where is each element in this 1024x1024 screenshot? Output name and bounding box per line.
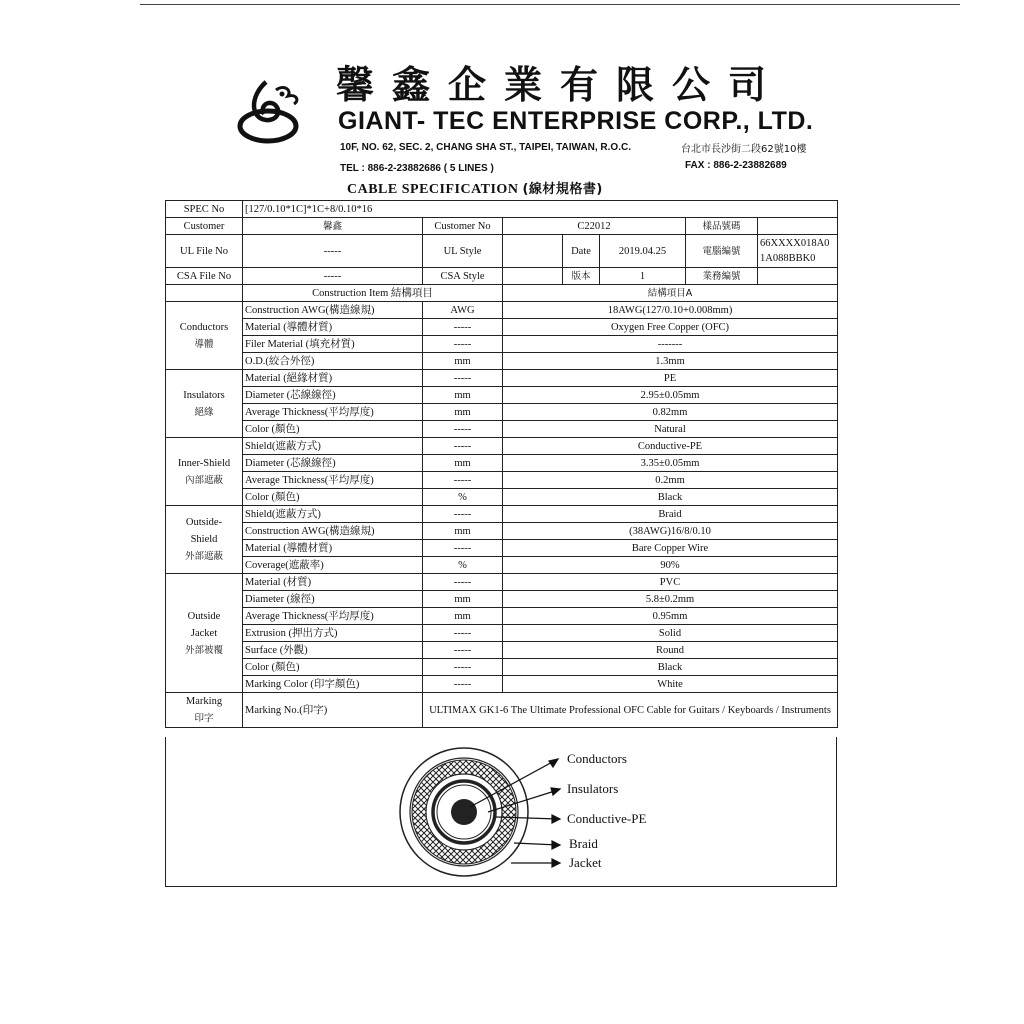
- spec-item: Coverage(遮蔽率): [243, 557, 423, 574]
- group-name-line: 導體: [194, 338, 214, 350]
- group-name-line: Inner-Shield: [177, 457, 231, 469]
- company-address-en: 10F, NO. 62, SEC. 2, CHANG SHA ST., TAIPEI, TAIWAN, R.O.C.: [340, 142, 631, 153]
- spec-unit: -----: [423, 574, 503, 591]
- spec-value: 1.3mm: [503, 353, 838, 370]
- company-fax: FAX : 886-2-23882689: [685, 160, 787, 171]
- spec-unit: -----: [423, 319, 503, 336]
- spec-item: Color (顏色): [243, 659, 423, 676]
- spec-value: 90%: [503, 557, 838, 574]
- version-label: 版本: [563, 268, 600, 285]
- csa-style-label: CSA Style: [423, 268, 503, 285]
- diagram-label-jacket: Jacket: [569, 855, 602, 870]
- spec-unit: %: [423, 489, 503, 506]
- group-name-line: 外部遮蔽: [184, 551, 223, 562]
- spec-row: [166, 472, 838, 489]
- csa-file-value: -----: [243, 268, 423, 285]
- spec-value: -------: [503, 336, 838, 353]
- spec-unit: AWG: [423, 302, 503, 319]
- spec-item: O.D.(絞合外徑): [243, 353, 423, 370]
- construction-item-blank: [166, 285, 243, 302]
- spec-unit: mm: [423, 523, 503, 540]
- computer-no-label: 電腦編號: [686, 235, 758, 268]
- spec-item: Construction AWG(構造線規): [243, 302, 423, 319]
- group-name-line: Outside: [187, 610, 221, 622]
- spec-unit: mm: [423, 591, 503, 608]
- spec-item: Marking Color (印字顏色): [243, 676, 423, 693]
- document-title-en: CABLE SPECIFICATION: [347, 182, 519, 197]
- spec-item: Material (導體材質): [243, 319, 423, 336]
- spec-value: 3.35±0.05mm: [503, 455, 838, 472]
- construction-item-value: 結構項目A: [503, 285, 838, 302]
- marking-row: [166, 693, 838, 728]
- spec-value: 0.82mm: [503, 404, 838, 421]
- spec-no-label: SPEC No: [166, 201, 243, 218]
- spec-item: Shield(遮蔽方式): [243, 506, 423, 523]
- spec-row: [166, 438, 838, 455]
- document-title-cn: (線材規格書): [522, 182, 603, 197]
- spec-value: Braid: [503, 506, 838, 523]
- diagram-label-braid: Braid: [569, 836, 598, 851]
- customer-label: Customer: [166, 218, 243, 235]
- spec-unit: mm: [423, 387, 503, 404]
- spec-unit: -----: [423, 370, 503, 387]
- spec-item: Construction AWG(構造線規): [243, 523, 423, 540]
- sample-code-label: 樣品號碼: [686, 218, 758, 235]
- spec-value: Natural: [503, 421, 838, 438]
- spec-value: 0.95mm: [503, 608, 838, 625]
- ul-style-value: [503, 235, 563, 268]
- spec-item: Color (顏色): [243, 421, 423, 438]
- spec-row: [166, 608, 838, 625]
- sales-no-value: [758, 268, 838, 285]
- group-name-line: Jacket: [190, 627, 218, 639]
- spec-item: Color (顏色): [243, 489, 423, 506]
- sales-no-label: 業務編號: [686, 268, 758, 285]
- date-value: 2019.04.25: [600, 235, 686, 268]
- spec-value: Black: [503, 489, 838, 506]
- group-name-cell: [166, 370, 243, 438]
- spec-row: [166, 455, 838, 472]
- spec-value: 0.2mm: [503, 472, 838, 489]
- group-name-line: Outside-: [185, 517, 223, 528]
- diagram-label-insulators: Insulators: [567, 781, 619, 796]
- group-name-line: Insulators: [183, 389, 225, 401]
- marking-group-cell: [166, 693, 243, 728]
- company-logo-icon: [236, 74, 312, 144]
- spec-value: PVC: [503, 574, 838, 591]
- ul-style-label: UL Style: [423, 235, 503, 268]
- spec-unit: -----: [423, 506, 503, 523]
- spec-value: 2.95±0.05mm: [503, 387, 838, 404]
- customer-no-label: Customer No: [423, 218, 503, 235]
- spec-row: [166, 574, 838, 591]
- header-row-csa: [166, 268, 838, 285]
- header-row-customer: [166, 218, 838, 235]
- spec-unit: -----: [423, 659, 503, 676]
- spec-row: [166, 319, 838, 336]
- spec-value: 5.8±0.2mm: [503, 591, 838, 608]
- spec-unit: mm: [423, 404, 503, 421]
- spec-row: [166, 336, 838, 353]
- spec-unit: -----: [423, 625, 503, 642]
- diagram-label-conductive-pe: Conductive-PE: [567, 811, 647, 826]
- spec-row: [166, 523, 838, 540]
- group-name-line: 絕緣: [194, 406, 214, 418]
- spec-row: [166, 642, 838, 659]
- page-top-rule: [140, 4, 960, 5]
- spec-item: Material (導體材質): [243, 540, 423, 557]
- spec-value: Black: [503, 659, 838, 676]
- spec-item: Diameter (芯線線徑): [243, 455, 423, 472]
- marking-value: ULTIMAX GK1-6 The Ultimate Professional OFC Cable for Guitars / Keyboards / Instruments: [423, 693, 838, 728]
- spec-row: [166, 353, 838, 370]
- conductor-core: [451, 799, 477, 825]
- construction-item-label: Construction Item 結構項目: [243, 285, 503, 302]
- spec-unit: -----: [423, 336, 503, 353]
- spec-item: Material (絕緣材質): [243, 370, 423, 387]
- company-address-cn: 台北市長沙街二段62號10樓: [681, 144, 807, 155]
- customer-no-value: C22012: [503, 218, 686, 235]
- group-name-cell: [166, 302, 243, 370]
- spec-value: PE: [503, 370, 838, 387]
- company-name-cn: 馨鑫企業有限公司: [336, 62, 785, 107]
- spec-item: Filer Material (填充材質): [243, 336, 423, 353]
- spec-unit: -----: [423, 438, 503, 455]
- spec-row: [166, 676, 838, 693]
- spec-row: [166, 489, 838, 506]
- spec-row: [166, 370, 838, 387]
- spec-value: White: [503, 676, 838, 693]
- spec-item: Average Thickness(平均厚度): [243, 608, 423, 625]
- computer-no-value: 66XXXX018A0 1A088BBK0: [758, 235, 838, 268]
- spec-unit: -----: [423, 642, 503, 659]
- spec-row: [166, 421, 838, 438]
- spec-value: 18AWG(127/0.10+0.008mm): [503, 302, 838, 319]
- ul-file-value: -----: [243, 235, 423, 268]
- spec-value: Round: [503, 642, 838, 659]
- spec-value: (38AWG)16/8/0.10: [503, 523, 838, 540]
- spec-value: Solid: [503, 625, 838, 642]
- spec-item: Diameter (芯線線徑): [243, 387, 423, 404]
- spec-row: [166, 557, 838, 574]
- spec-unit: -----: [423, 676, 503, 693]
- marking-group-line: 印字: [194, 713, 214, 724]
- cable-cross-section-diagram: [166, 737, 838, 887]
- marking-group-line: Marking: [185, 696, 223, 707]
- spec-item: Material (材質): [243, 574, 423, 591]
- group-name-line: Conductors: [179, 321, 229, 333]
- spec-row: [166, 540, 838, 557]
- group-name-cell: [166, 574, 243, 693]
- spec-no-value: [127/0.10*1C]*1C+8/0.10*16: [243, 201, 838, 218]
- spec-row: [166, 387, 838, 404]
- header-row-ul: [166, 235, 838, 268]
- group-name-cell: [166, 506, 243, 574]
- spec-row: [166, 625, 838, 642]
- group-name-line: 內部遮蔽: [184, 474, 223, 486]
- group-name-cell: [166, 438, 243, 506]
- document-title: [347, 178, 603, 198]
- spec-unit: mm: [423, 353, 503, 370]
- spec-value: Conductive-PE: [503, 438, 838, 455]
- spec-table: [165, 200, 838, 728]
- diagram-label-conductors: Conductors: [567, 751, 627, 766]
- spec-row: [166, 302, 838, 319]
- sample-code-value: [758, 218, 838, 235]
- spec-item: Surface (外觀): [243, 642, 423, 659]
- construction-item-row: [166, 285, 838, 302]
- company-tel: TEL : 886-2-23882686 ( 5 LINES ): [340, 163, 494, 174]
- csa-style-value: [503, 268, 563, 285]
- spec-unit: mm: [423, 455, 503, 472]
- spec-row: [166, 506, 838, 523]
- spec-row: [166, 591, 838, 608]
- spec-unit: %: [423, 557, 503, 574]
- csa-file-label: CSA File No: [166, 268, 243, 285]
- spec-value: Oxygen Free Copper (OFC): [503, 319, 838, 336]
- spec-item: Average Thickness(平均厚度): [243, 404, 423, 421]
- spec-value: Bare Copper Wire: [503, 540, 838, 557]
- date-label: Date: [563, 235, 600, 268]
- spec-item: Average Thickness(平均厚度): [243, 472, 423, 489]
- spec-item: Shield(遮蔽方式): [243, 438, 423, 455]
- customer-value: 馨鑫: [243, 218, 423, 235]
- company-name-en: GIANT- TEC ENTERPRISE CORP., LTD.: [338, 107, 814, 135]
- spec-row: [166, 404, 838, 421]
- version-value: 1: [600, 268, 686, 285]
- marking-item: Marking No.(印字): [243, 693, 423, 728]
- spec-row: [166, 659, 838, 676]
- cable-cross-section-panel: [165, 737, 837, 887]
- spec-unit: -----: [423, 540, 503, 557]
- ul-file-label: UL File No: [166, 235, 243, 268]
- header-row-spec-no: [166, 201, 838, 218]
- group-name-line: Shield: [190, 534, 218, 545]
- spec-unit: -----: [423, 421, 503, 438]
- spec-unit: mm: [423, 608, 503, 625]
- group-name-line: 外部被覆: [184, 644, 223, 656]
- spec-item: Extrusion (押出方式): [243, 625, 423, 642]
- spec-item: Diameter (線徑): [243, 591, 423, 608]
- spec-unit: -----: [423, 472, 503, 489]
